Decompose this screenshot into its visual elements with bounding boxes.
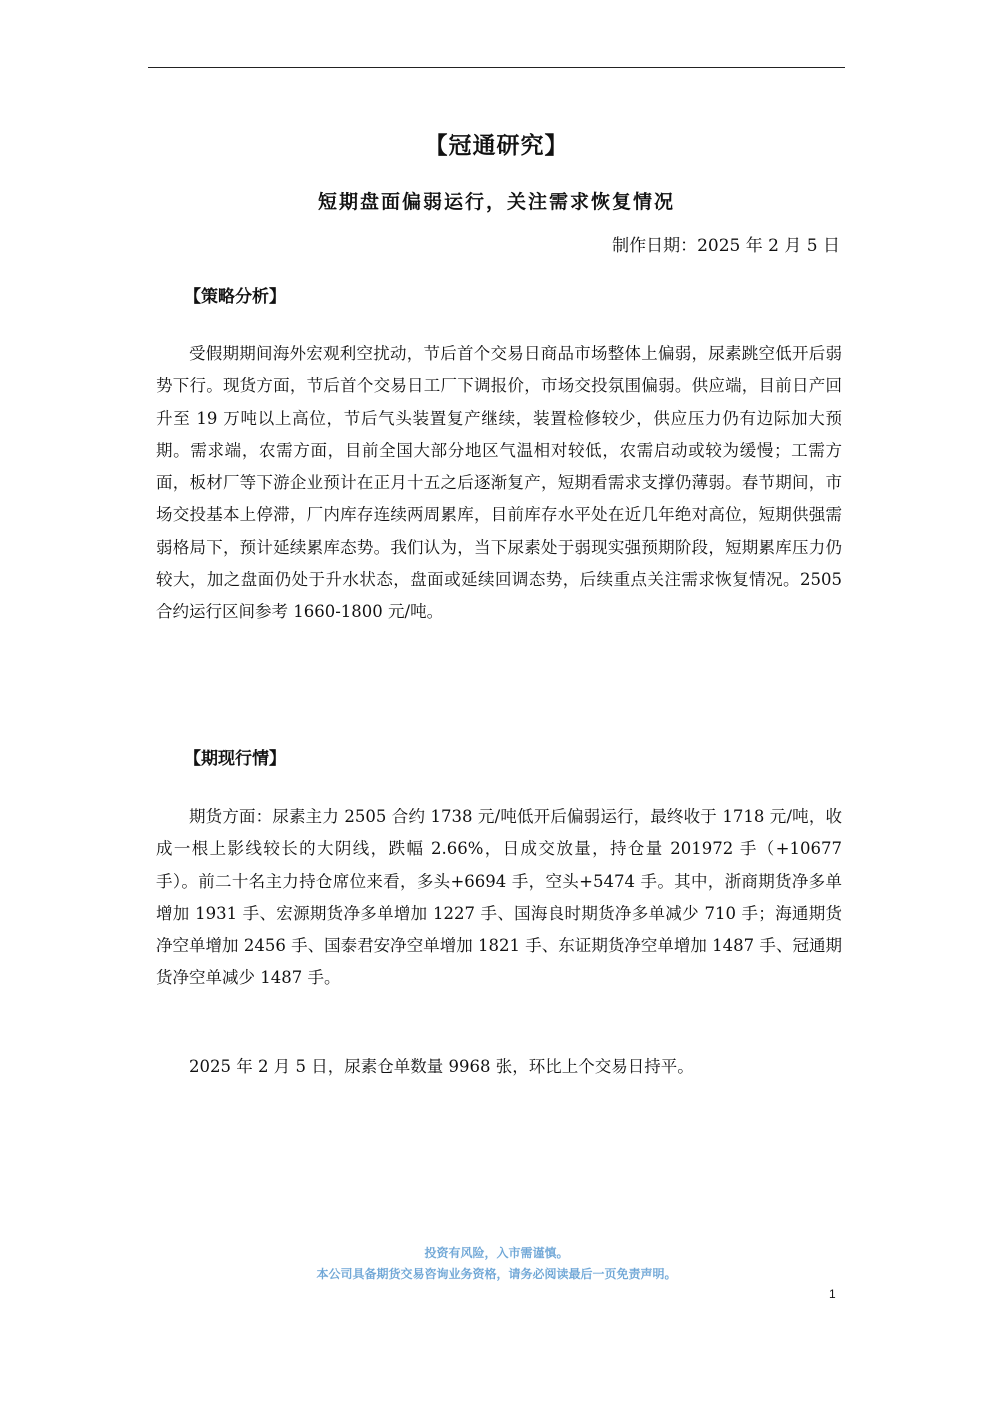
report-date: 制作日期：2025 年 2 月 5 日 — [612, 236, 840, 256]
section-heading-market: 【期现行情】 — [184, 749, 286, 769]
page-number: 1 — [829, 1287, 836, 1301]
section-heading-strategy: 【策略分析】 — [184, 287, 286, 307]
warehouse-paragraph: 2025 年 2 月 5 日，尿素仓单数量 9968 张，环比上个交易日持平。 — [189, 1057, 694, 1076]
strategy-paragraph: 受假期期间海外宏观利空扰动，节后首个交易日商品市场整体上偏弱，尿素跳空低开后弱势下行。现货方面，节后首个交易日工厂下调报价，市场交投氛围偏弱。供应端，目前日产回升至 19 万吨以上高位，节后气头装置复产继续，装置检修较少，供应压力仍有边际加大预期。需求端，农需方面，目前全国大部分地区气温相对较低，农需启动或较为缓慢；工需方面，板材厂等下游企业预计在正月十五之后逐渐复产，短期看需求支撑仍薄弱。春节期间，市场交投基本上停滞，厂内库存连续两周累库，目前库存水平处在近几年绝对高位，短期供强需弱格局下，预计延续累库态势。我们认为，当下尿素处于弱现实强预期阶段，短期累库压力仍较大，加之盘面仍处于升水状态，盘面或延续回调态势，后续重点关注需求恢复情况。2505 合约运行区间参考 1660-1800 元/吨。 — [156, 344, 842, 622]
risk-warning: 投资有风险，入市需谨慎。 — [424, 1246, 569, 1260]
org-title: 【冠通研究】 — [424, 132, 569, 159]
disclaimer-notice: 本公司具备期货交易咨询业务资格，请务必阅读最后一页免责声明。 — [316, 1267, 677, 1281]
header-rule — [148, 67, 845, 68]
futures-paragraph: 期货方面：尿素主力 2505 合约 1738 元/吨低开后偏弱运行，最终收于 1718 元/吨，收成一根上影线较长的大阴线，跌幅 2.66%，日成交放量，持仓量 201972 手（+10677 手）。前二十名主力持仓席位来看，多头+6694 手，空头+5474 手。其中，浙商期货净多单增加 1931 手、宏源期货净多单增加 1227 手、国海良时期货净多单减少 710 手；海通期货净空单增加 2456 手、国泰君安净空单增加 1821 手、东证期货净空单增加 1487 手、冠通期货净空单减少 1487 手。 — [156, 807, 842, 988]
report-title: 短期盘面偏弱运行，关注需求恢复情况 — [317, 191, 675, 213]
